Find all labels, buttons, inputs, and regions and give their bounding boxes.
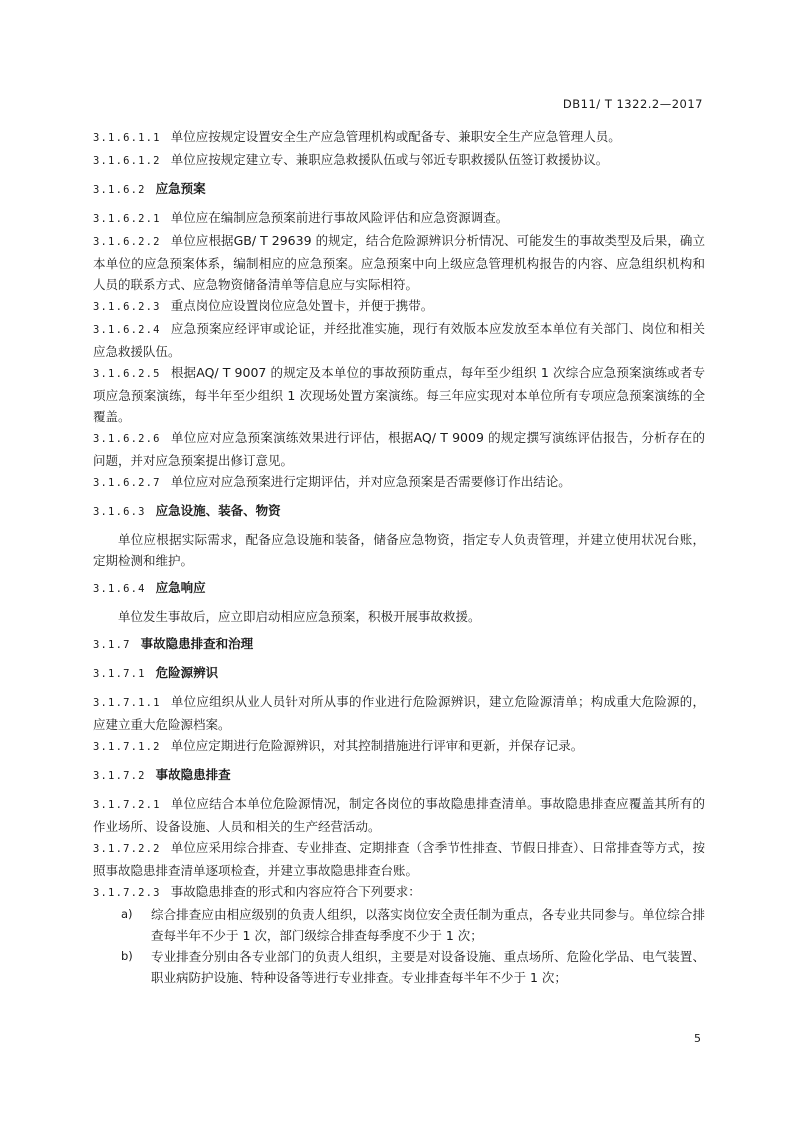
clause [93, 149, 705, 172]
clause-text: 单位应采用综合排查、专业排查、定期排查（含季节性排查、节假日排查）、日常排查等方式，按照事故隐患排查清单逐项检查，并建立事故隐患排查台账。 [93, 840, 705, 878]
clause-number: 3.1.6.2.3 [93, 301, 161, 313]
clause-text: 单位应组织从业人员针对所从事的作业进行危险源辨识，建立危险源清单；构成重大危险源的，应建立重大危险源档案。 [93, 694, 705, 732]
clause-text: 单位应定期进行危险源辨识，对其控制措施进行评审和更新，并保存记录。 [170, 738, 584, 753]
clause-text: 根据AQ/ T 9007 的规定及本单位的事故预防重点，每年至少组织 1 次综合应急预案演练或者专项应急预案演练，每半年至少组织 1 次现场处置方案演练。每三年应实现对本单位所有专项应急预案演练的全覆盖。 [93, 365, 705, 424]
clause-number: 3.1.6.2.7 [93, 477, 161, 489]
clause [93, 230, 705, 295]
list-marker: a) [121, 907, 133, 921]
section-title: 应急预案 [155, 181, 206, 196]
clause [93, 318, 705, 362]
clause [93, 691, 705, 735]
standard-code: DB11/ T 1322.2—2017 [562, 97, 703, 111]
clause [93, 427, 705, 471]
clause-number: 3.1.7.2.1 [93, 799, 161, 811]
clause [93, 295, 705, 318]
list-item [93, 946, 705, 988]
section-number: 3.1.7.2 [93, 770, 146, 782]
clause-number: 3.1.7.2.2 [93, 843, 161, 855]
section-title: 危险源辨识 [155, 665, 219, 680]
clause [93, 207, 705, 230]
clause [93, 735, 705, 758]
clause-text: 重点岗位应设置岗位应急处置卡，并便于携带。 [170, 298, 434, 313]
section-heading [93, 764, 705, 787]
clause-text: 单位应对应急预案进行定期评估，并对应急预案是否需要修订作出结论。 [170, 474, 571, 489]
section-number: 3.1.6.3 [93, 506, 146, 518]
section-number: 3.1.7.1 [93, 668, 146, 680]
list-marker: b) [121, 949, 133, 963]
clause [93, 837, 705, 881]
clause-number: 3.1.6.1.2 [93, 155, 161, 167]
clause-number: 3.1.6.2.6 [93, 433, 161, 445]
list-text: 综合排查应由相应级别的负责人组织，以落实岗位安全责任制为重点，各专业共同参与。单位综合排查每半年不少于 1 次，部门级综合排查每季度不少于 1 次； [151, 907, 705, 943]
document-body [93, 126, 705, 988]
list-text: 专业排查分别由各专业部门的负责人组织，主要是对设备设施、重点场所、危险化学品、电气装置、职业病防护设施、特种设备等进行专业排查。专业排查每半年不少于 1 次； [151, 949, 705, 985]
clause-text: 单位应按规定设置安全生产应急管理机构或配备专、兼职安全生产应急管理人员。 [170, 129, 621, 144]
section-heading [93, 577, 705, 600]
clause-number: 3.1.6.1.1 [93, 132, 161, 144]
clause-number: 3.1.7.1.1 [93, 697, 161, 709]
clause [93, 126, 705, 149]
section-heading [93, 178, 705, 201]
clause-text: 单位应在编制应急预案前进行事故风险评估和应急资源调查。 [170, 210, 509, 225]
clause-text: 单位应按规定建立专、兼职应急救援队伍或与邻近专职救援队伍签订救援协议。 [170, 152, 609, 167]
clause-text: 单位应根据GB/ T 29639 的规定，结合危险源辨识分析情况、可能发生的事故类型及后果，确立本单位的应急预案体系，编制相应的应急预案。应急预案中向上级应急管理机构报告的内容、应急组织机构和人员的联系方式、应急物资储备清单等信息应与实际相符。 [93, 233, 705, 292]
paragraph: 单位应根据实际需求，配备应急设施和装备，储备应急物资，指定专人负责管理，并建立使用状况台账，定期检测和维护。 [93, 532, 705, 568]
list-item [93, 904, 705, 946]
clause-number: 3.1.6.2.2 [93, 236, 161, 248]
clause-number: 3.1.7.2.3 [93, 887, 161, 899]
clause-text: 事故隐患排查的形式和内容应符合下列要求： [170, 884, 421, 899]
clause [93, 471, 705, 494]
section-title: 事故隐患排查和治理 [140, 636, 254, 651]
clause-text: 应急预案应经评审或论证，并经批准实施，现行有效版本应发放至本单位有关部门、岗位和相关应急救援队伍。 [93, 321, 705, 359]
clause-number: 3.1.6.2.4 [93, 324, 161, 336]
section-heading [93, 662, 705, 685]
clause [93, 881, 705, 904]
paragraph: 单位发生事故后，应立即启动相应应急预案，积极开展事故救援。 [118, 609, 481, 624]
clause-number: 3.1.6.2.5 [93, 368, 161, 380]
clause [93, 362, 705, 427]
section-number: 3.1.6.2 [93, 184, 146, 196]
page-number: 5 [694, 1032, 701, 1045]
section-title: 应急设施、装备、物资 [155, 503, 281, 518]
section-title: 事故隐患排查 [155, 767, 231, 782]
section-heading [93, 633, 705, 656]
clause-number: 3.1.6.2.1 [93, 213, 161, 225]
section-title: 应急响应 [155, 580, 206, 595]
clause-text: 单位应对应急预案演练效果进行评估，根据AQ/ T 9009 的规定撰写演练评估报告，分析存在的问题，并对应急预案提出修订意见。 [93, 430, 705, 468]
clause [93, 793, 705, 837]
clause-number: 3.1.7.1.2 [93, 741, 161, 753]
section-number: 3.1.7 [93, 639, 131, 651]
clause-text: 单位应结合本单位危险源情况，制定各岗位的事故隐患排查清单。事故隐患排查应覆盖其所有的作业场所、设备设施、人员和相关的生产经营活动。 [93, 796, 705, 834]
section-heading [93, 500, 705, 523]
section-number: 3.1.6.4 [93, 583, 146, 595]
